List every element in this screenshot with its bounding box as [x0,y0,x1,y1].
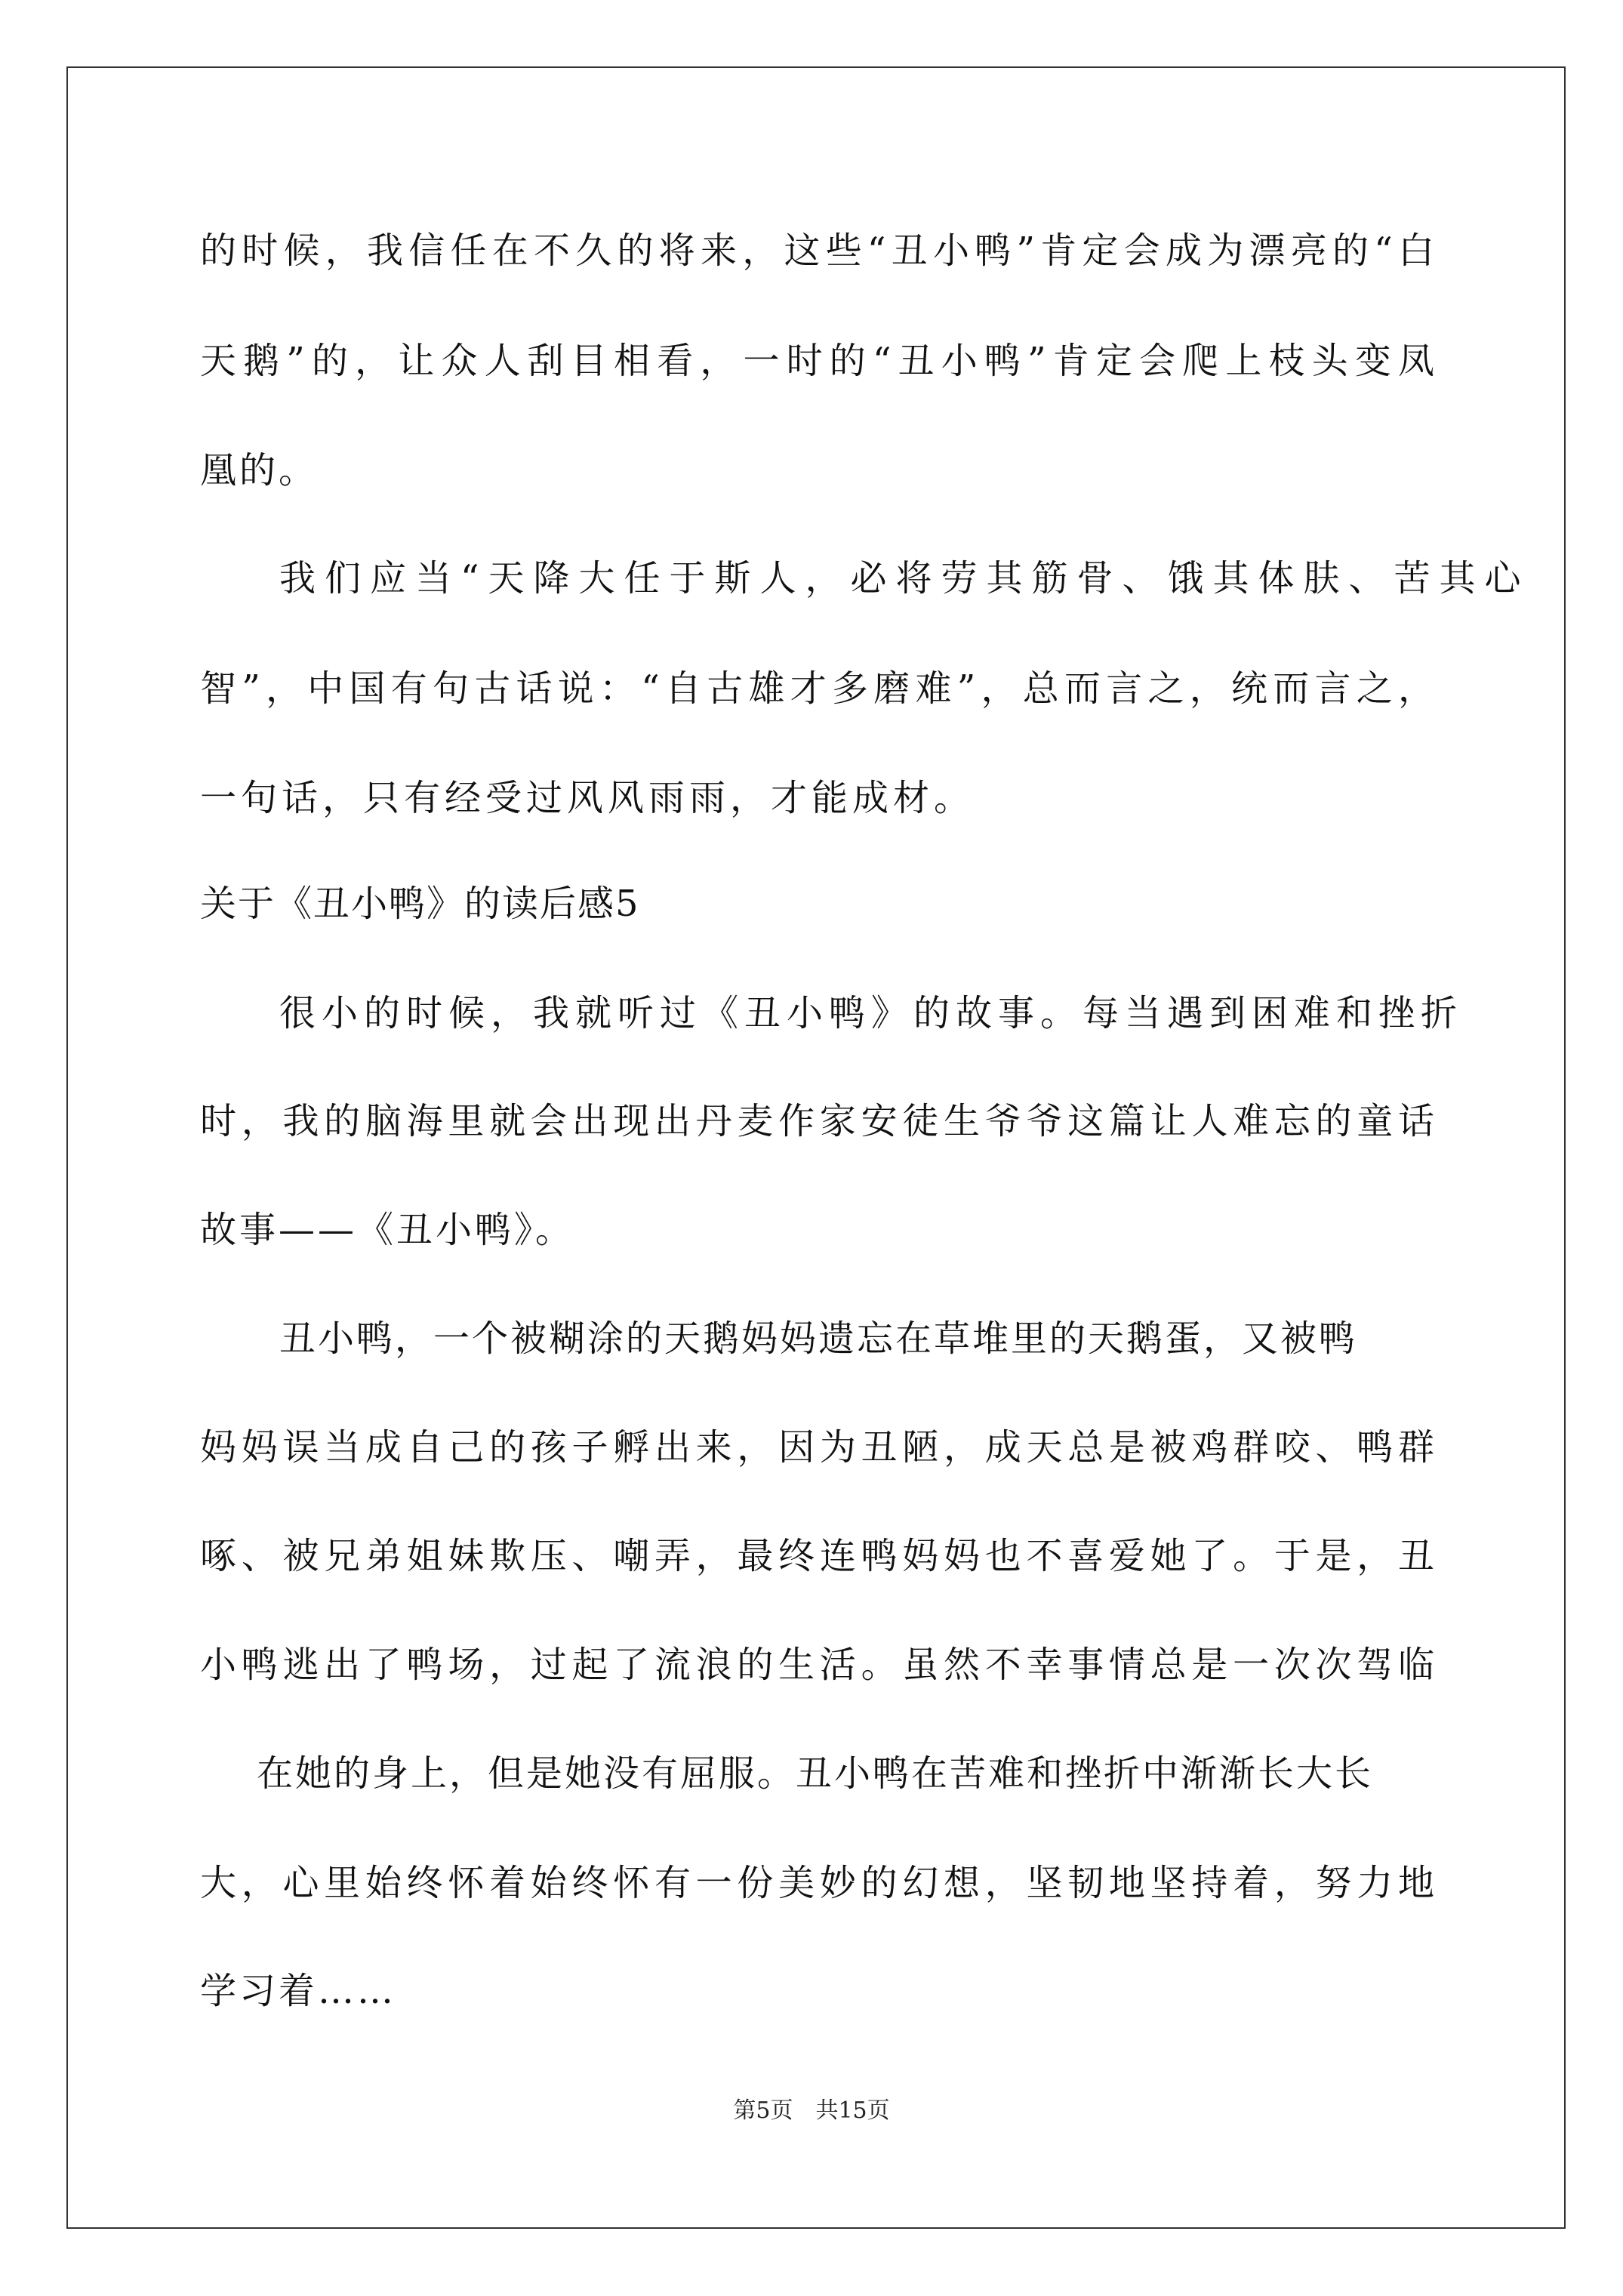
paragraph-first-line: 很小的时候，我就听过《丑小鸭》的故事。每当遇到困难和挫折 [279,992,1464,1034]
text-line: 故事——《丑小鸭》。 [200,1209,575,1251]
text-line: 凰的。 [200,449,319,492]
section-heading: 关于《丑小鸭》的读后感5 [200,883,640,925]
text-line: 大，心里始终怀着始终怀有一份美妙的幻想，坚韧地坚持着，努力地 [200,1862,1434,1904]
text-line: 学习着…… [200,1970,397,2012]
text-line: 在她的身上，但是她没有屈服。丑小鸭在苦难和挫折中渐渐长大长 [257,1752,1374,1795]
text-line: 一句话，只有经受过风风雨雨，才能成材。 [200,777,975,819]
text-line: 智”，中国有句古话说：“自古雄才多磨难”，总而言之，统而言之， [200,667,1434,710]
text-line: 时，我的脑海里就会出现出丹麦作家安徒生爷爷这篇让人难忘的童话 [200,1100,1434,1142]
text-line: 啄、被兄弟姐妹欺压、嘲弄，最终连鸭妈妈也不喜爱她了。于是，丑 [200,1535,1434,1577]
paragraph-first-line: 丑小鸭，一个被糊涂的天鹅妈妈遗忘在草堆里的天鹅蛋，又被鸭 [279,1318,1358,1360]
text-line: 天鹅”的，让众人刮目相看，一时的“丑小鸭”肯定会爬上枝头变凤 [200,340,1434,382]
text-line: 的时候，我信任在不久的将来，这些“丑小鸭”肯定会成为漂亮的“白 [200,230,1434,272]
page-number: 第5页 共15页 [733,2097,890,2124]
text-line: 小鸭逃出了鸭场，过起了流浪的生活。虽然不幸事情总是一次次驾临 [200,1644,1434,1686]
text-line: 妈妈误当成自己的孩子孵出来，因为丑陋，成天总是被鸡群咬、鸭群 [200,1426,1434,1469]
paragraph-first-line: 我们应当“天降大任于斯人，必将劳其筋骨、饿其体肤、苦其心 [279,557,1530,599]
